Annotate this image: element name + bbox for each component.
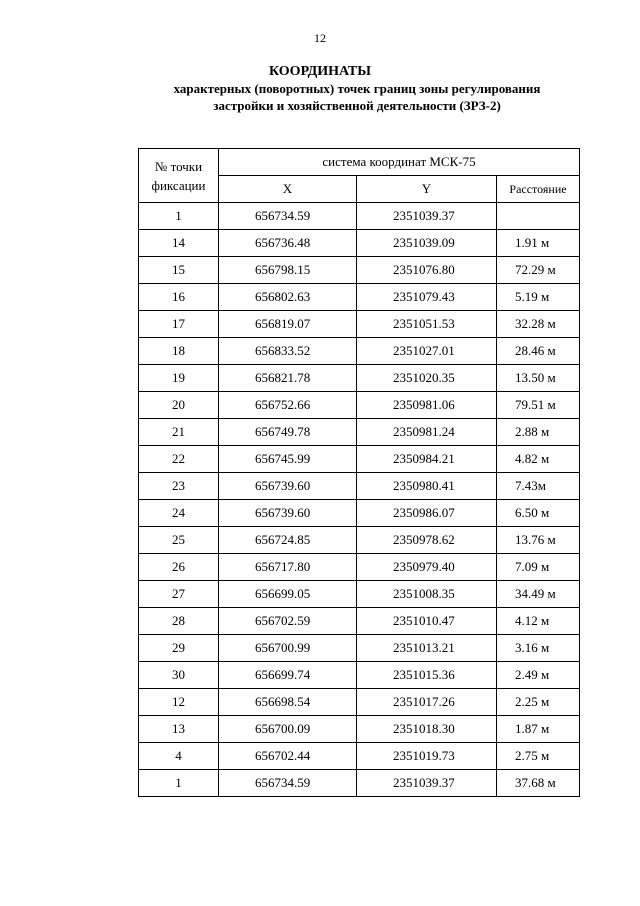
x-cell: 656802.63 <box>219 284 357 311</box>
point-cell: 26 <box>139 554 219 581</box>
distance-cell: 2.88 м <box>497 419 580 446</box>
y-cell: 2350980.41 <box>357 473 497 500</box>
x-cell: 656724.85 <box>219 527 357 554</box>
table-row <box>139 230 580 257</box>
point-cell: 17 <box>139 311 219 338</box>
document-subtitle <box>0 80 640 114</box>
y-cell: 2351051.53 <box>357 311 497 338</box>
page-number: 12 <box>314 31 326 45</box>
distance-cell: 32.28 м <box>497 311 580 338</box>
x-cell: 656833.52 <box>219 338 357 365</box>
table-row <box>139 716 580 743</box>
table-row <box>139 311 580 338</box>
point-cell: 29 <box>139 635 219 662</box>
point-cell: 27 <box>139 581 219 608</box>
table-row <box>139 473 580 500</box>
table-row <box>139 365 580 392</box>
coordinates-table <box>138 148 580 797</box>
table-row <box>139 662 580 689</box>
table-row <box>139 338 580 365</box>
distance-cell: 28.46 м <box>497 338 580 365</box>
y-cell: 2350984.21 <box>357 446 497 473</box>
point-cell: 25 <box>139 527 219 554</box>
y-cell: 2350978.62 <box>357 527 497 554</box>
y-cell: 2351018.30 <box>357 716 497 743</box>
table-row <box>139 635 580 662</box>
table-row <box>139 608 580 635</box>
x-cell: 656734.59 <box>219 203 357 230</box>
y-cell: 2351015.36 <box>357 662 497 689</box>
distance-cell: 2.49 м <box>497 662 580 689</box>
distance-cell: 2.75 м <box>497 743 580 770</box>
distance-cell: 13.50 м <box>497 365 580 392</box>
x-cell: 656739.60 <box>219 473 357 500</box>
point-cell: 1 <box>139 770 219 797</box>
point-cell: 28 <box>139 608 219 635</box>
point-cell: 15 <box>139 257 219 284</box>
y-cell: 2351017.26 <box>357 689 497 716</box>
x-cell: 656739.60 <box>219 500 357 527</box>
subtitle-line-1: характерных (поворотных) точек границ зоны регулирования <box>173 81 541 96</box>
table-row <box>139 419 580 446</box>
x-cell: 656821.78 <box>219 365 357 392</box>
table-row <box>139 284 580 311</box>
x-cell: 656699.74 <box>219 662 357 689</box>
distance-cell: 7.43м <box>497 473 580 500</box>
y-cell: 2350979.40 <box>357 554 497 581</box>
table-row <box>139 527 580 554</box>
distance-cell: 7.09 м <box>497 554 580 581</box>
point-cell: 1 <box>139 203 219 230</box>
distance-cell: 34.49 м <box>497 581 580 608</box>
distance-cell: 1.91 м <box>497 230 580 257</box>
table-row <box>139 392 580 419</box>
point-cell: 30 <box>139 662 219 689</box>
x-cell: 656699.05 <box>219 581 357 608</box>
y-cell: 2351027.01 <box>357 338 497 365</box>
table-row <box>139 689 580 716</box>
x-cell: 656745.99 <box>219 446 357 473</box>
point-cell: 22 <box>139 446 219 473</box>
header-point <box>139 149 219 203</box>
table-row <box>139 581 580 608</box>
y-cell: 2351076.80 <box>357 257 497 284</box>
x-cell: 656749.78 <box>219 419 357 446</box>
table-row <box>139 743 580 770</box>
x-cell: 656717.80 <box>219 554 357 581</box>
y-cell: 2351039.37 <box>357 203 497 230</box>
table-body <box>139 203 580 797</box>
distance-cell: 5.19 м <box>497 284 580 311</box>
y-cell: 2351039.09 <box>357 230 497 257</box>
x-cell: 656819.07 <box>219 311 357 338</box>
y-cell: 2350981.06 <box>357 392 497 419</box>
x-cell: 656700.09 <box>219 716 357 743</box>
x-cell: 656736.48 <box>219 230 357 257</box>
header-point-line-2: фиксации <box>151 177 206 193</box>
header-x: X <box>219 176 357 203</box>
x-cell: 656702.44 <box>219 743 357 770</box>
table-row <box>139 446 580 473</box>
distance-cell: 2.25 м <box>497 689 580 716</box>
point-cell: 24 <box>139 500 219 527</box>
distance-cell <box>497 203 580 230</box>
point-cell: 14 <box>139 230 219 257</box>
table-row <box>139 203 580 230</box>
table-row <box>139 257 580 284</box>
header-point-line-1: № точки <box>154 158 203 174</box>
x-cell: 656734.59 <box>219 770 357 797</box>
y-cell: 2350986.07 <box>357 500 497 527</box>
point-cell: 18 <box>139 338 219 365</box>
point-cell: 13 <box>139 716 219 743</box>
distance-cell: 72.29 м <box>497 257 580 284</box>
y-cell: 2351020.35 <box>357 365 497 392</box>
y-cell: 2351010.47 <box>357 608 497 635</box>
distance-cell: 13.76 м <box>497 527 580 554</box>
point-cell: 21 <box>139 419 219 446</box>
y-cell: 2351019.73 <box>357 743 497 770</box>
distance-cell: 4.12 м <box>497 608 580 635</box>
subtitle-line-2: застройки и хозяйственной деятельности (ЗРЗ-2) <box>213 98 501 113</box>
distance-cell: 79.51 м <box>497 392 580 419</box>
header-coordinate-system: система координат МСК-75 <box>219 149 580 176</box>
header-y: Y <box>357 176 497 203</box>
document-title: КООРДИНАТЫ <box>268 64 371 79</box>
header-distance: Расстояние <box>497 176 580 203</box>
distance-cell: 3.16 м <box>497 635 580 662</box>
point-cell: 19 <box>139 365 219 392</box>
table-header-row-1 <box>139 149 580 176</box>
distance-cell: 37.68 м <box>497 770 580 797</box>
distance-cell: 1.87 м <box>497 716 580 743</box>
x-cell: 656700.99 <box>219 635 357 662</box>
distance-cell: 4.82 м <box>497 446 580 473</box>
x-cell: 656752.66 <box>219 392 357 419</box>
x-cell: 656798.15 <box>219 257 357 284</box>
point-cell: 20 <box>139 392 219 419</box>
y-cell: 2351039.37 <box>357 770 497 797</box>
y-cell: 2351008.35 <box>357 581 497 608</box>
point-cell: 16 <box>139 284 219 311</box>
point-cell: 23 <box>139 473 219 500</box>
y-cell: 2351079.43 <box>357 284 497 311</box>
y-cell: 2351013.21 <box>357 635 497 662</box>
point-cell: 4 <box>139 743 219 770</box>
y-cell: 2350981.24 <box>357 419 497 446</box>
distance-cell: 6.50 м <box>497 500 580 527</box>
table-row <box>139 770 580 797</box>
table-row <box>139 500 580 527</box>
x-cell: 656702.59 <box>219 608 357 635</box>
x-cell: 656698.54 <box>219 689 357 716</box>
point-cell: 12 <box>139 689 219 716</box>
table-row <box>139 554 580 581</box>
